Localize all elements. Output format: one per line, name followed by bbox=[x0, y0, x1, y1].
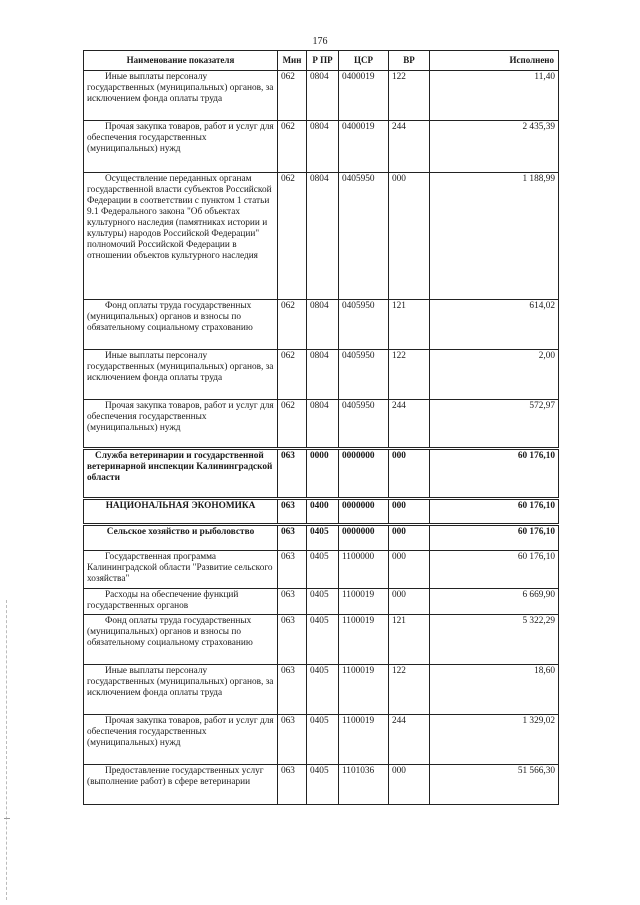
row-name: Осуществление переданных органам государственной власти субъектов Российской Федерации в соответствии с пунктом 1 статьи 9.1 Федерального закона "Об объектах культурного наследия (памятниках истории и культуры) народов Российской Федерации" полномочий Российской Федерации в отношении объектов культурного наследия bbox=[84, 173, 278, 300]
row-min: 063 bbox=[278, 551, 307, 589]
table-row bbox=[84, 173, 559, 300]
row-name: Предоставление государственных услуг (выполнение работ) в сфере ветеринарии bbox=[84, 765, 278, 805]
row-csr: 1100000 bbox=[339, 551, 389, 589]
row-csr: 0000000 bbox=[339, 449, 389, 499]
row-amount: 5 322,29 bbox=[430, 615, 559, 665]
table-row bbox=[84, 765, 559, 805]
row-csr: 1101036 bbox=[339, 765, 389, 805]
row-csr: 1100019 bbox=[339, 589, 389, 615]
row-rpr: 0000 bbox=[307, 449, 339, 499]
row-rpr: 0804 bbox=[307, 350, 339, 400]
row-rpr: 0405 bbox=[307, 615, 339, 665]
row-vr: 244 bbox=[389, 715, 430, 765]
row-min: 063 bbox=[278, 525, 307, 551]
row-csr: 1100019 bbox=[339, 665, 389, 715]
row-rpr: 0804 bbox=[307, 173, 339, 300]
row-amount: 60 176,10 bbox=[430, 525, 559, 551]
row-name: Прочая закупка товаров, работ и услуг для обеспечения государственных (муниципальных) нужд bbox=[84, 400, 278, 449]
row-rpr: 0405 bbox=[307, 665, 339, 715]
header-csr: ЦСР bbox=[339, 51, 389, 71]
row-rpr: 0400 bbox=[307, 499, 339, 525]
row-min: 063 bbox=[278, 589, 307, 615]
table-row bbox=[84, 350, 559, 400]
row-rpr: 0804 bbox=[307, 400, 339, 449]
row-csr: 0405950 bbox=[339, 173, 389, 300]
row-rpr: 0405 bbox=[307, 551, 339, 589]
row-vr: 121 bbox=[389, 615, 430, 665]
row-name: Прочая закупка товаров, работ и услуг для обеспечения государственных (муниципальных) нужд bbox=[84, 715, 278, 765]
row-amount: 60 176,10 bbox=[430, 551, 559, 589]
table-row bbox=[84, 300, 559, 350]
row-amount: 1 188,99 bbox=[430, 173, 559, 300]
row-rpr: 0405 bbox=[307, 589, 339, 615]
row-amount: 60 176,10 bbox=[430, 499, 559, 525]
row-csr: 1100019 bbox=[339, 615, 389, 665]
row-name: НАЦИОНАЛЬНАЯ ЭКОНОМИКА bbox=[84, 499, 278, 525]
row-rpr: 0804 bbox=[307, 300, 339, 350]
row-csr: 1100019 bbox=[339, 715, 389, 765]
row-min: 063 bbox=[278, 615, 307, 665]
row-csr: 0400019 bbox=[339, 121, 389, 173]
row-vr: 244 bbox=[389, 400, 430, 449]
row-csr: 0000000 bbox=[339, 525, 389, 551]
row-name: Расходы на обеспечение функций государственных органов bbox=[84, 589, 278, 615]
row-rpr: 0405 bbox=[307, 765, 339, 805]
row-amount: 2,00 bbox=[430, 350, 559, 400]
table-row bbox=[84, 665, 559, 715]
row-name: Фонд оплаты труда государственных (муниципальных) органов и взносы по обязательному социальному страхованию bbox=[84, 615, 278, 665]
row-amount: 18,60 bbox=[430, 665, 559, 715]
row-vr: 121 bbox=[389, 300, 430, 350]
row-vr: 000 bbox=[389, 765, 430, 805]
row-min: 063 bbox=[278, 449, 307, 499]
row-name: Иные выплаты персоналу государственных (муниципальных) органов, за исключением фонда оплаты труда bbox=[84, 350, 278, 400]
row-vr: 122 bbox=[389, 350, 430, 400]
row-min: 062 bbox=[278, 173, 307, 300]
row-min: 063 bbox=[278, 715, 307, 765]
row-rpr: 0405 bbox=[307, 525, 339, 551]
table-row bbox=[84, 71, 559, 121]
row-rpr: 0804 bbox=[307, 71, 339, 121]
table-header-row bbox=[84, 51, 559, 71]
row-min: 063 bbox=[278, 765, 307, 805]
row-csr: 0400019 bbox=[339, 71, 389, 121]
binding-punch-marks bbox=[6, 600, 7, 900]
margin-mark bbox=[4, 818, 10, 822]
row-vr: 000 bbox=[389, 499, 430, 525]
row-name: Иные выплаты персоналу государственных (муниципальных) органов, за исключением фонда оплаты труда bbox=[84, 665, 278, 715]
row-vr: 122 bbox=[389, 665, 430, 715]
row-amount: 11,40 bbox=[430, 71, 559, 121]
header-rpr: Р ПР bbox=[307, 51, 339, 71]
row-amount: 60 176,10 bbox=[430, 449, 559, 499]
table-row bbox=[84, 121, 559, 173]
row-amount: 572,97 bbox=[430, 400, 559, 449]
table-row bbox=[84, 551, 559, 589]
row-name: Государственная программа Калининградской области "Развитие сельского хозяйства" bbox=[84, 551, 278, 589]
table-row bbox=[84, 525, 559, 551]
header-name: Наименование показателя bbox=[84, 51, 278, 71]
row-name: Сельское хозяйство и рыболовство bbox=[84, 525, 278, 551]
table-row bbox=[84, 499, 559, 525]
row-min: 062 bbox=[278, 300, 307, 350]
row-name: Прочая закупка товаров, работ и услуг для обеспечения государственных (муниципальных) нужд bbox=[84, 121, 278, 173]
row-min: 062 bbox=[278, 400, 307, 449]
row-amount: 2 435,39 bbox=[430, 121, 559, 173]
row-amount: 614,02 bbox=[430, 300, 559, 350]
page-number: 176 bbox=[312, 36, 328, 47]
row-amount: 1 329,02 bbox=[430, 715, 559, 765]
table-row bbox=[84, 715, 559, 765]
table-row bbox=[84, 400, 559, 449]
row-vr: 000 bbox=[389, 525, 430, 551]
row-min: 063 bbox=[278, 499, 307, 525]
header-vr: ВР bbox=[389, 51, 430, 71]
row-name: Фонд оплаты труда государственных (муниципальных) органов и взносы по обязательному социальному страхованию bbox=[84, 300, 278, 350]
table-row bbox=[84, 449, 559, 499]
row-rpr: 0405 bbox=[307, 715, 339, 765]
row-name: Иные выплаты персоналу государственных (муниципальных) органов, за исключением фонда оплаты труда bbox=[84, 71, 278, 121]
row-min: 062 bbox=[278, 121, 307, 173]
row-csr: 0405950 bbox=[339, 400, 389, 449]
row-csr: 0405950 bbox=[339, 350, 389, 400]
budget-execution-table bbox=[83, 50, 559, 805]
row-vr: 000 bbox=[389, 589, 430, 615]
row-min: 062 bbox=[278, 350, 307, 400]
header-min: Мин bbox=[278, 51, 307, 71]
row-vr: 000 bbox=[389, 449, 430, 499]
row-vr: 244 bbox=[389, 121, 430, 173]
table-row bbox=[84, 589, 559, 615]
row-amount: 6 669,90 bbox=[430, 589, 559, 615]
row-rpr: 0804 bbox=[307, 121, 339, 173]
row-min: 063 bbox=[278, 665, 307, 715]
row-min: 062 bbox=[278, 71, 307, 121]
row-csr: 0000000 bbox=[339, 499, 389, 525]
row-vr: 000 bbox=[389, 173, 430, 300]
table-row bbox=[84, 615, 559, 665]
row-name: Служба ветеринарии и государственной ветеринарной инспекции Калининградской области bbox=[84, 449, 278, 499]
row-csr: 0405950 bbox=[339, 300, 389, 350]
row-vr: 000 bbox=[389, 551, 430, 589]
header-amount: Исполнено bbox=[430, 51, 559, 71]
row-amount: 51 566,30 bbox=[430, 765, 559, 805]
row-vr: 122 bbox=[389, 71, 430, 121]
